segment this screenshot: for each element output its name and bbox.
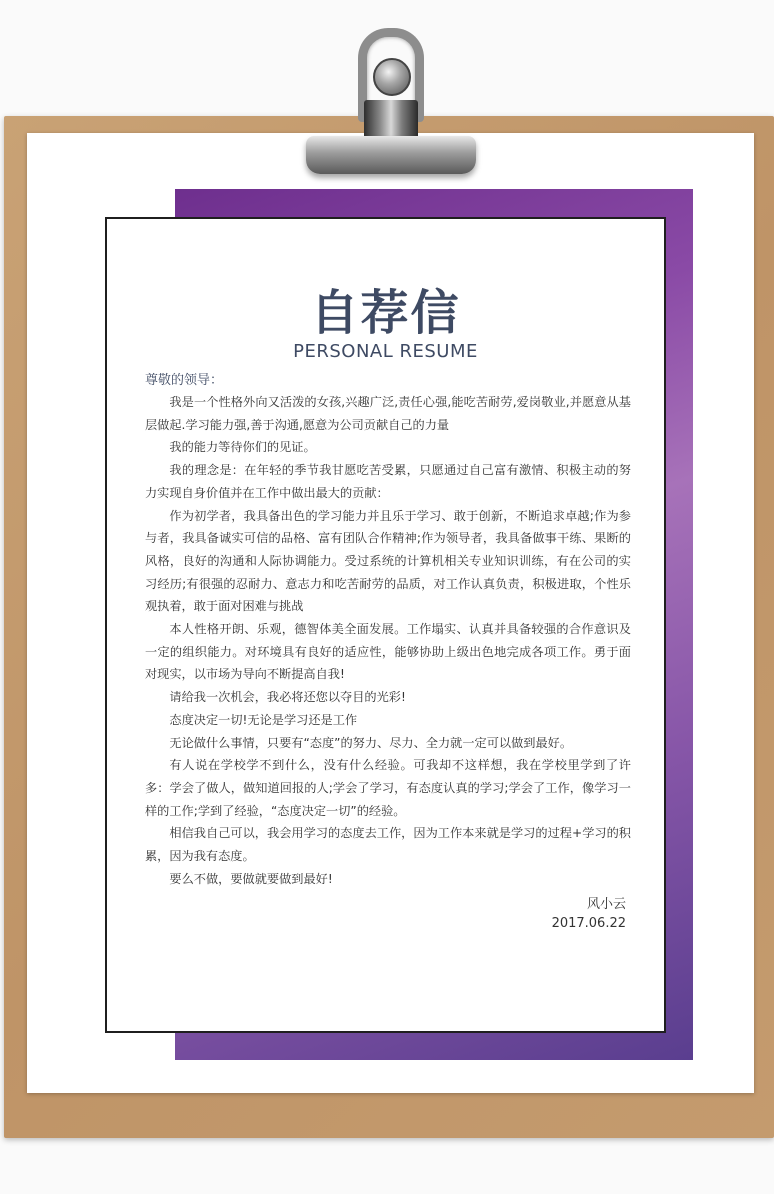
letter-title: 自荐信 <box>310 285 461 341</box>
paragraph: 我是一个性格外向又活泼的女孩,兴趣广泛,责任心强,能吃苦耐劳,爱岗敬业,并愿意从基层做起.学习能力强,善于沟通,愿意为公司贡献自己的力量 <box>145 395 631 432</box>
letter-salutation: 尊敬的领导： <box>145 373 224 388</box>
binder-clip-icon <box>306 28 476 178</box>
clip-base <box>306 136 476 174</box>
paragraph: 我的能力等待你们的见证。 <box>169 440 316 455</box>
paragraph: 作为初学者，我具备出色的学习能力并且乐于学习、敢于创新，不断追求卓越;作为参与者，我具备诚实可信的品格、富有团队合作精神;作为领导者，我具备做事干练、果断的风格，良好的沟通和人际协调能力。受过系统的计算机相关专业知识训练，有在公司的实习经历;有很强的忍耐力、意志力和吃苦耐劳的品质，对工作认真负责，积极进取，个性乐观执着，敢于面对困难与挑战 <box>145 508 631 614</box>
letter-subtitle: PERSONAL RESUME <box>293 341 478 362</box>
clip-knob <box>373 58 411 96</box>
paragraph: 有人说在学校学不到什么，没有什么经验。可我却不这样想，我在学校里学到了许多：学会了做人，做知道回报的人;学会了学习，有态度认真的学习;学会了工作，像学习一样的工作;学到了经验，“态度决定一切”的经验。 <box>145 758 631 818</box>
clip-hinge <box>364 100 418 140</box>
paragraph: 要么不做，要做就要做到最好! <box>169 871 333 886</box>
signature-name: 风小云 <box>586 897 626 912</box>
letter-document <box>105 217 666 1033</box>
paragraph: 请给我一次机会，我必将还您以夺目的光彩! <box>169 690 406 705</box>
paragraph: 我的理念是：在年轻的季节我甘愿吃苦受累，只愿通过自己富有激情、积极主动的努力实现自身价值并在工作中做出最大的贡献： <box>145 463 631 500</box>
paragraph: 相信我自己可以，我会用学习的态度去工作，因为工作本来就是学习的过程+学习的积累，因为我有态度。 <box>145 826 631 864</box>
signature-date: 2017.06.22 <box>551 916 626 931</box>
paragraph: 本人性格开朗、乐观，德智体美全面发展。工作塌实、认真并具备较强的合作意识及一定的组织能力。对环境具有良好的适应性，能够协助上级出色地完成各项工作。勇于面对现实，以市场为导向不断提高自我! <box>145 622 631 682</box>
paragraph: 态度决定一切!无论是学习还是工作 <box>169 712 358 727</box>
letter-body <box>145 391 631 890</box>
paragraph: 无论做什么事情，只要有“态度”的努力、尽力、全力就一定可以做到最好。 <box>169 735 573 750</box>
